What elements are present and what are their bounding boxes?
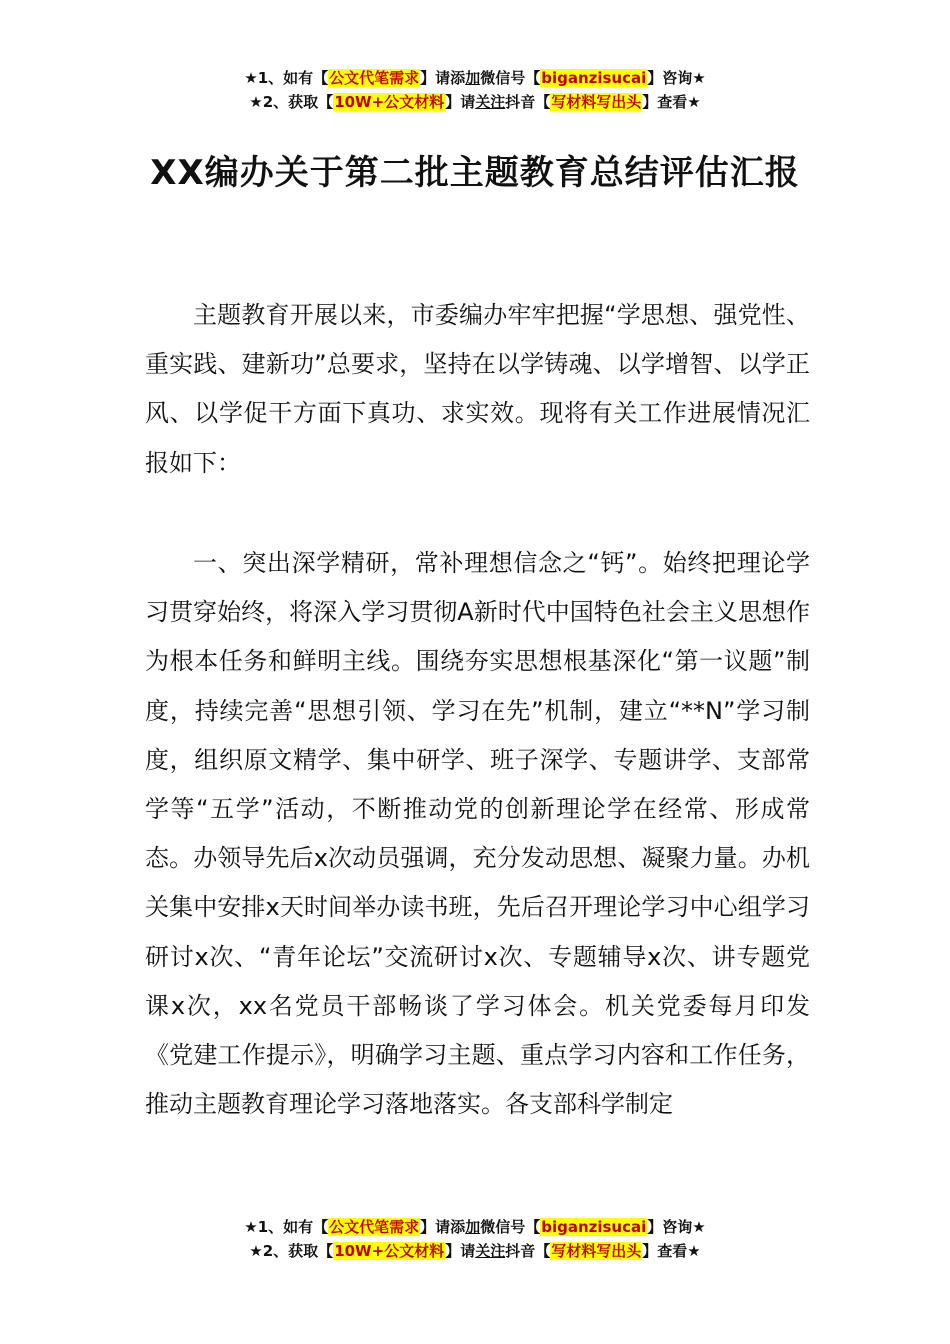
banner-douyin-id: 写材料写出头 xyxy=(551,93,642,111)
paragraph-section-1: 一、突出深学精研，常补理想信念之“钙”。始终把理论学习贯穿始终，将深入学习贯彻A新时代中国特色社会主义思想作为根本任务和鲜明主线。围绕夯实思想根基深化“第一议题”制度，持续完善“思想引领、学习在先”机制，建立“**N”学习制度，组织原文精学、集中研学、班子深学、专题讲学、支部常学等“五学”活动，不断推动党的创新理论学在经常、形成常态。办领导先后x次动员强调，充分发动思想、凝聚力量。办机关集中安排x天时间举办读书班，先后召开理论学习中心组学习研讨x次、“青年论坛”交流研讨x次、专题辅导x次、讲专题党课x次，xx名党员干部畅谈了学习体会。机关党委每月印发《党建工作提示》，明确学习主题、重点学习内容和工作任务，推动主题教育理论学习落地落实。各支部科学制定 xyxy=(145,549,810,1119)
banner-text: 】查看★ xyxy=(642,1242,701,1260)
banner-underline: 关注 xyxy=(475,1242,506,1260)
banner-highlight: 10W+公文材料 xyxy=(334,93,445,111)
banner-text: ★1、如有【 xyxy=(244,1218,329,1236)
banner-text: 】咨询★ xyxy=(647,69,706,87)
banner-wechat-id: biganzisucai xyxy=(541,69,647,87)
paragraph-intro: 主题教育开展以来，市委编办牢牢把握“学思想、强党性、重实践、建新功”总要求，坚持在以学铸魂、以学增智、以学正风、以学促干方面下真功、求实效。现将有关工作进展情况汇报如下： xyxy=(145,301,810,477)
banner-line-1 xyxy=(0,66,950,90)
banner-text: ★1、如有【 xyxy=(244,69,329,87)
banner-text: 微信号【 xyxy=(480,1218,541,1236)
banner-text: 抖音【 xyxy=(505,93,551,111)
banner-underline: 加 xyxy=(465,69,481,87)
banner-text: 】咨询★ xyxy=(647,1218,706,1236)
banner-underline: 加 xyxy=(465,1218,481,1236)
document-title: XX编办关于第二批主题教育总结评估汇报 xyxy=(150,153,800,193)
banner-text: 】请添 xyxy=(420,1218,466,1236)
banner-text: ★2、获取【 xyxy=(249,1242,334,1260)
banner-text: 】查看★ xyxy=(642,93,701,111)
banner-line-2 xyxy=(0,90,950,114)
banner-douyin-id: 写材料写出头 xyxy=(551,1242,642,1260)
banner-highlight: 公文代笔需求 xyxy=(329,1218,420,1236)
banner-text: 】请 xyxy=(445,1242,476,1260)
banner-text: 】请 xyxy=(445,93,476,111)
banner-highlight: 公文代笔需求 xyxy=(329,69,420,87)
banner-text: ★2、获取【 xyxy=(249,93,334,111)
footer-banner xyxy=(0,1215,950,1263)
banner-text: 微信号【 xyxy=(480,69,541,87)
banner-line-2 xyxy=(0,1239,950,1263)
banner-highlight: 10W+公文材料 xyxy=(334,1242,445,1260)
banner-wechat-id: biganzisucai xyxy=(541,1218,647,1236)
banner-underline: 关注 xyxy=(475,93,506,111)
banner-text: 】请添 xyxy=(420,69,466,87)
banner-text: 抖音【 xyxy=(505,1242,551,1260)
header-banner xyxy=(0,66,950,114)
banner-line-1 xyxy=(0,1215,950,1239)
